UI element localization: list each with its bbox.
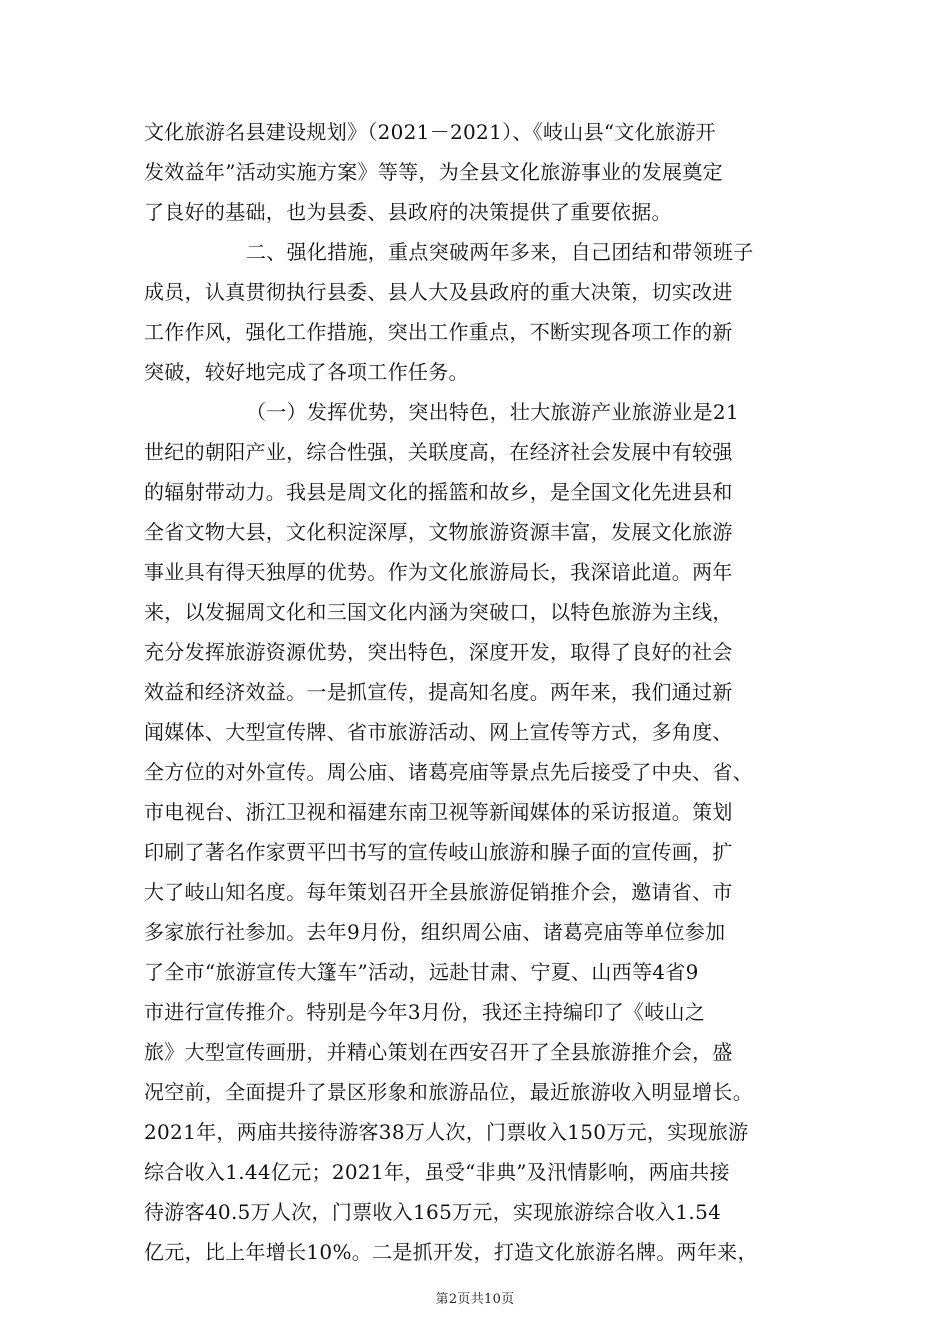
text-line: 闻媒体、大型宣传牌、省市旅游活动、网上宣传等方式，多角度、	[144, 720, 733, 744]
text-line: 了全市“旅游宣传大篷车”活动，远赴甘肃、宁夏、山西等4省9	[144, 960, 699, 984]
text-line: 市进行宣传推介。特别是今年3月份，我还主持编印了《岐山之	[144, 1000, 706, 1024]
text-line: 待游客40.5万人次，门票收入165万元，实现旅游综合收入1.54	[144, 1200, 722, 1224]
text-line: 多家旅行社参加。去年9月份，组织周公庙、诸葛亮庙等单位参加	[144, 920, 726, 944]
text-line: 亿元，比上年增长10%。二是抓开发，打造文化旅游名牌。两年来，	[144, 1240, 758, 1264]
text-line: 工作作风，强化工作措施，突出工作重点，不断实现各项工作的新	[144, 320, 733, 344]
text-line: 况空前，全面提升了景区形象和旅游品位，最近旅游收入明显增长。	[144, 1080, 753, 1104]
text-line: 旅》大型宣传画册，并精心策划在西安召开了全县旅游推介会，盛	[144, 1040, 733, 1064]
text-line: 市电视台、浙江卫视和福建东南卫视等新闻媒体的采访报道。策划	[144, 800, 733, 824]
text-line: 事业具有得天独厚的优势。作为文化旅游局长，我深谙此道。两年	[144, 560, 733, 584]
text-line: 全方位的对外宣传。周公庙、诸葛亮庙等景点先后接受了中央、省、	[144, 760, 753, 784]
text-line: 突破，较好地完成了各项工作任务。	[144, 360, 469, 384]
text-line: 成员，认真贯彻执行县委、县人大及县政府的重大决策，切实改进	[144, 280, 733, 304]
text-line: 2021年，两庙共接待游客38万人次，门票收入150万元，实现旅游	[144, 1120, 749, 1144]
text-line: 了良好的基础，也为县委、县政府的决策提供了重要依据。	[144, 200, 672, 224]
text-line: 文化旅游名县建设规划》（2021－2021）、《岐山县“文化旅游开	[144, 120, 716, 144]
text-line: 全省文物大县，文化积淀深厚，文物旅游资源丰富，发展文化旅游	[144, 520, 733, 544]
page-number-footer: 第2页共10页	[435, 1292, 515, 1307]
text-line: 大了岐山知名度。每年策划召开全县旅游促销推介会，邀请省、市	[144, 880, 733, 904]
text-line: （一）发挥优势，突出特色，壮大旅游产业旅游业是21	[246, 400, 739, 424]
text-line: 二、强化措施，重点突破两年多来，自己团结和带领班子	[246, 240, 754, 264]
text-line: 综合收入1.44亿元；2021年，虽受“非典”及汛情影响，两庙共接	[144, 1160, 730, 1184]
text-line: 充分发挥旅游资源优势，突出特色，深度开发，取得了良好的社会	[144, 640, 733, 664]
text-line: 来，以发掘周文化和三国文化内涵为突破口，以特色旅游为主线，	[144, 600, 733, 624]
text-line: 效益和经济效益。一是抓宣传，提高知名度。两年来，我们通过新	[144, 680, 733, 704]
text-line: 印刷了著名作家贾平凹书写的宣传岐山旅游和臊子面的宣传画，扩	[144, 840, 733, 864]
text-line: 发效益年”活动实施方案》等等，为全县文化旅游事业的发展奠定	[144, 160, 723, 184]
text-line: 世纪的朝阳产业，综合性强，关联度高，在经济社会发展中有较强	[144, 440, 733, 464]
text-line: 的辐射带动力。我县是周文化的摇篮和故乡，是全国文化先进县和	[144, 480, 733, 504]
